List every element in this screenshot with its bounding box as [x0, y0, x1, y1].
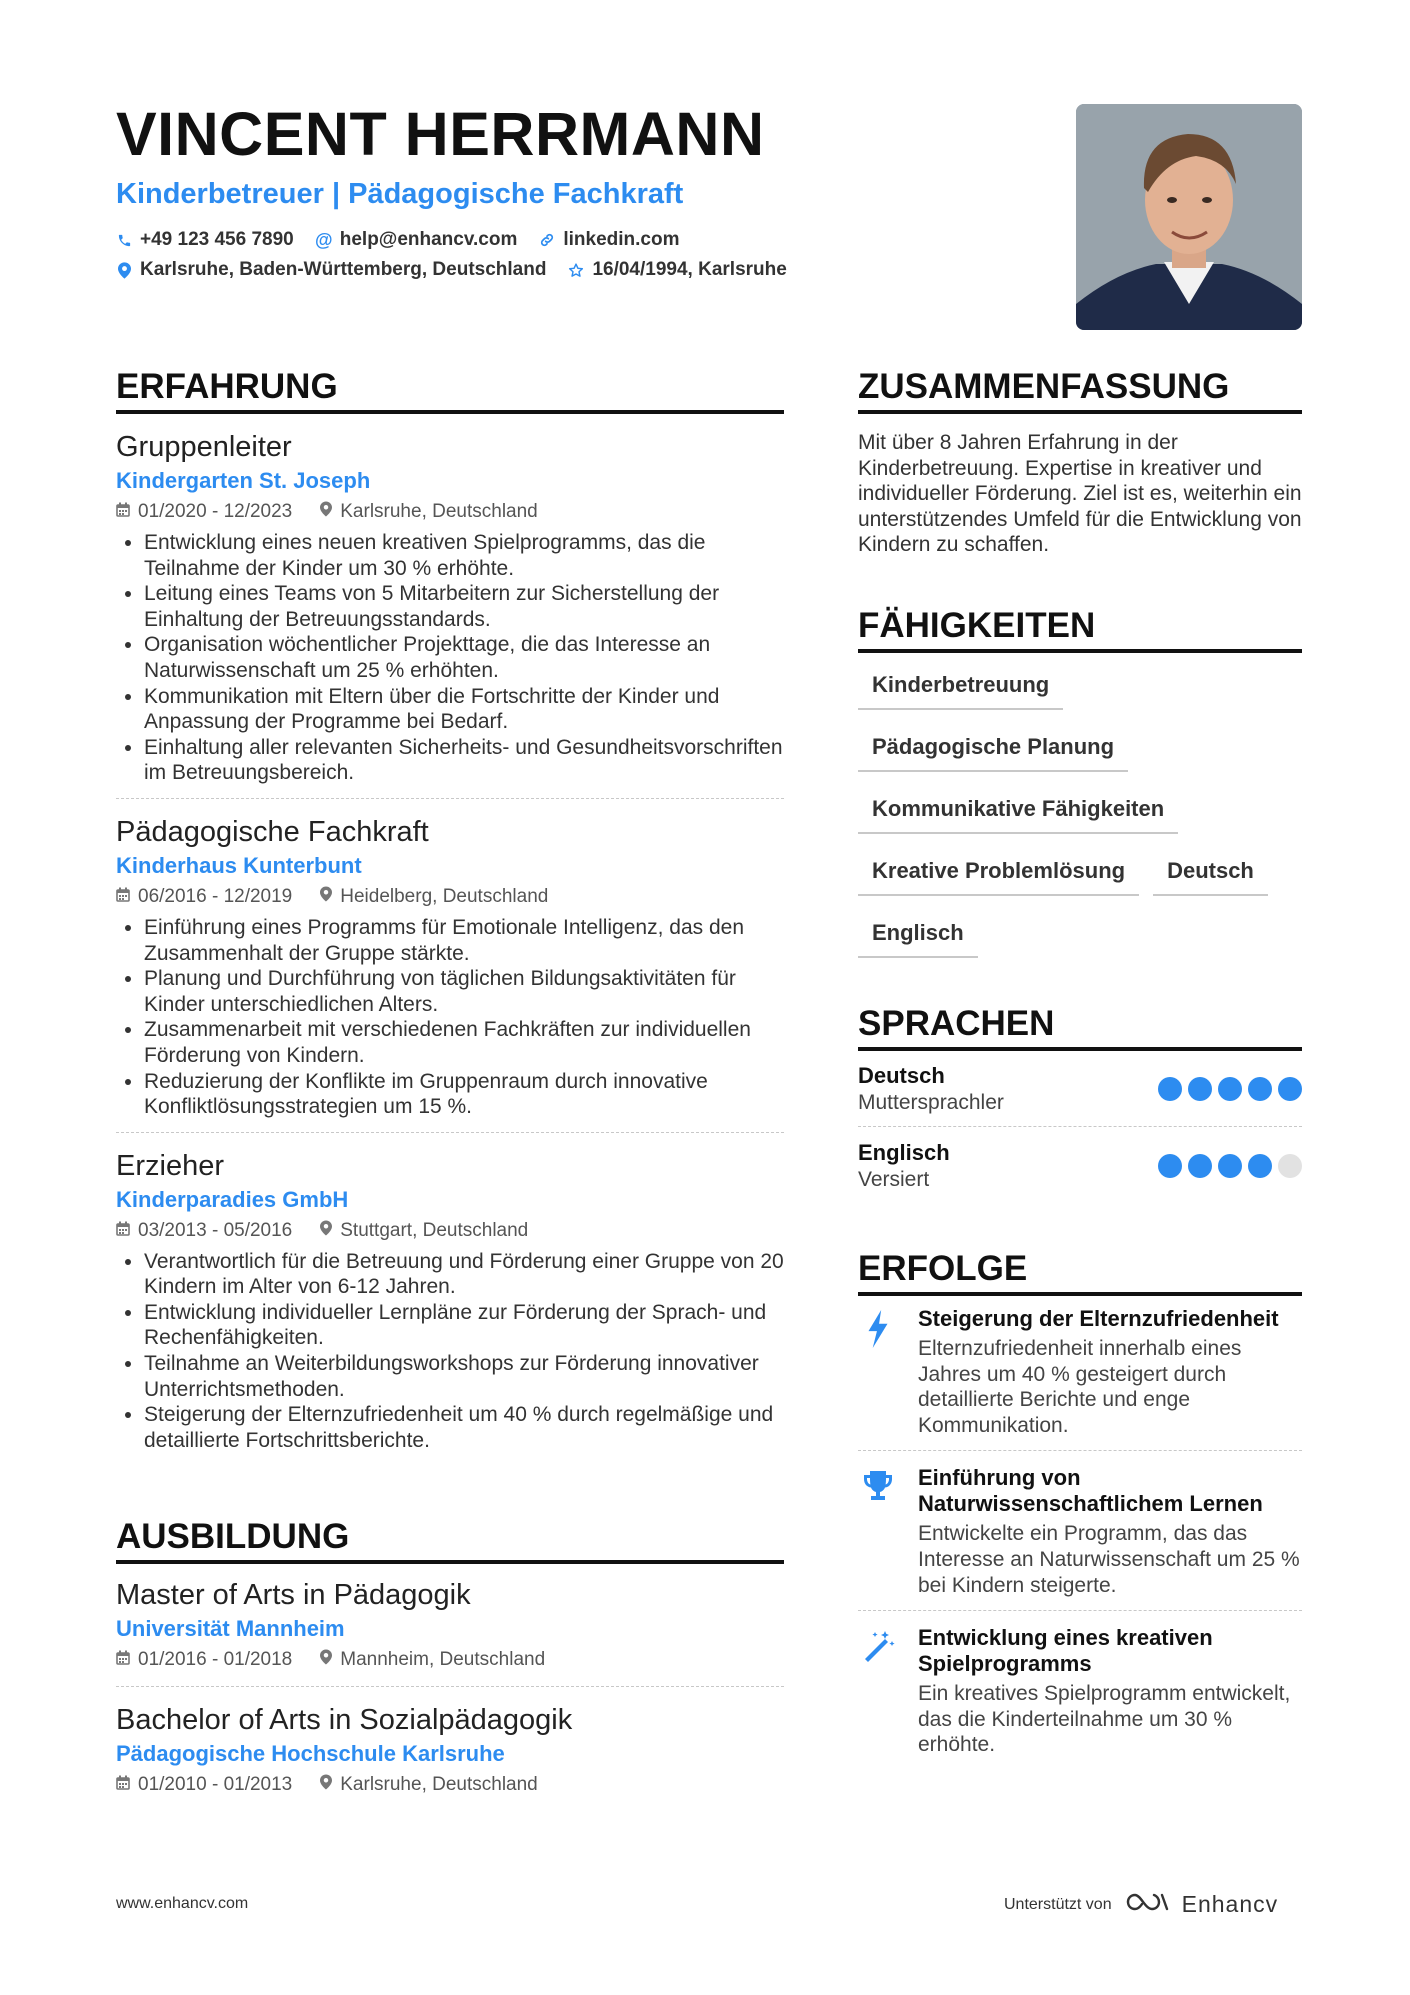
achievements-heading: ERFOLGE	[858, 1249, 1028, 1288]
location-pin-icon	[320, 1217, 332, 1245]
language-name: Deutsch	[858, 1063, 945, 1088]
job-meta	[116, 498, 784, 526]
rating-dot	[1158, 1077, 1182, 1101]
languages-rule	[858, 1047, 1302, 1051]
contact-row-1	[116, 226, 680, 254]
date-range	[116, 883, 292, 911]
date-text: 06/2016 - 12/2019	[138, 885, 293, 907]
education-entry	[116, 1701, 784, 1799]
job-title: Erzieher	[116, 1149, 224, 1182]
job-location	[320, 1217, 528, 1245]
date-range	[116, 1217, 292, 1245]
location-pin-icon	[320, 498, 332, 526]
bullet-item: • Leitung eines Teams von 5 Mitarbeitern zur Sicherstellung der Einhaltung der Betreuungsstandards.	[144, 581, 784, 632]
birth-text: 16/04/1994, Karlsruhe	[592, 259, 787, 280]
candidate-title: Kinderbetreuer | Pädagogische Fachkraft	[116, 178, 684, 210]
skill-tag: Kinderbetreuung	[858, 664, 1063, 710]
location-text: Stuttgart, Deutschland	[340, 1219, 529, 1241]
education-location	[320, 1646, 545, 1674]
bullet-item: • Entwicklung eines neuen kreativen Spielprogramms, das die Teilnahme der Kinder um 30 % erhöhte.	[144, 530, 784, 581]
achievement-desc: Entwickelte ein Programm, das das Interesse an Naturwissenschaft um 25 % bei Kindern steigerte.	[918, 1522, 1300, 1597]
lightning-icon	[858, 1306, 898, 1438]
calendar-icon	[116, 1771, 130, 1799]
birth-contact	[568, 256, 786, 284]
location-text: Karlsruhe, Baden-Württemberg, Deutschland	[140, 259, 547, 280]
divider	[116, 798, 784, 799]
phone-text: +49 123 456 7890	[140, 229, 294, 250]
at-icon: @	[314, 230, 333, 250]
phone-icon	[116, 231, 132, 249]
languages-list	[858, 1062, 1302, 1193]
education-rule	[116, 1560, 784, 1564]
achievement-title: Steigerung der Elternzufriedenheit	[918, 1306, 1279, 1331]
job-location	[320, 498, 538, 526]
skill-tag: Deutsch	[1153, 850, 1268, 896]
degree-title: Master of Arts in Pädagogik	[116, 1579, 471, 1611]
calendar-icon	[116, 883, 130, 911]
education-entry	[116, 1576, 784, 1674]
education-heading: AUSBILDUNG	[116, 1517, 350, 1556]
achievement-entry	[858, 1625, 1302, 1758]
achievements-list	[858, 1306, 1302, 1758]
job-title: Pädagogische Fachkraft	[116, 815, 429, 848]
rating-dot	[1248, 1077, 1272, 1101]
bullet-item: • Steigerung der Elternzufriedenheit um 40 % durch regelmäßige und detaillierte Fortschrittsberichte.	[144, 1402, 784, 1453]
location-text: Mannheim, Deutschland	[340, 1649, 546, 1670]
bullet-list	[116, 1249, 784, 1454]
skills-heading: FÄHIGKEITEN	[858, 606, 1096, 645]
skills-list	[858, 664, 1302, 958]
experience-heading: ERFAHRUNG	[116, 367, 338, 406]
language-rating	[1158, 1154, 1302, 1178]
divider	[858, 1126, 1302, 1127]
experience-entry	[116, 813, 784, 1120]
achievement-entry	[858, 1465, 1302, 1598]
location-text: Karlsruhe, Deutschland	[340, 1774, 538, 1795]
bullet-item: • Zusammenarbeit mit verschiedenen Fachkräften zur individuellen Förderung von Kindern.	[144, 1017, 784, 1068]
date-text: 03/2013 - 05/2016	[138, 1219, 293, 1241]
calendar-icon	[116, 498, 130, 526]
education-meta	[116, 1646, 784, 1674]
location-contact	[116, 256, 546, 284]
language-entry	[858, 1062, 1302, 1116]
email-contact[interactable]	[316, 226, 518, 254]
company-name: Kinderparadies GmbH	[116, 1186, 349, 1212]
achievement-desc: Ein kreatives Spielprogramm entwickelt, das die Kinderteilnahme um 30 % erhöhte.	[918, 1682, 1291, 1757]
location-pin-icon	[320, 1646, 332, 1674]
divider	[116, 1686, 784, 1687]
bullet-item: • Entwicklung individueller Lernpläne zur Förderung der Sprach- und Rechenfähigkeiten.	[144, 1300, 784, 1351]
school-name: Pädagogische Hochschule Karlsruhe	[116, 1741, 505, 1766]
rating-dot	[1158, 1154, 1182, 1178]
date-text: 01/2020 - 12/2023	[138, 501, 293, 522]
bullet-item: • Teilnahme an Weiterbildungsworkshops zur Förderung innovativer Unterrichtsmethoden.	[144, 1351, 784, 1402]
linkedin-contact[interactable]	[539, 226, 679, 254]
experience-list	[116, 428, 784, 1453]
rating-dot	[1188, 1077, 1212, 1101]
magic-wand-icon	[858, 1625, 898, 1758]
footer-branding	[1004, 1890, 1278, 1919]
linkedin-text: linkedin.com	[563, 229, 680, 250]
job-title: Gruppenleiter	[116, 431, 292, 463]
language-name: Englisch	[858, 1140, 950, 1165]
enhancv-logo-icon	[1124, 1890, 1170, 1919]
footer-powered-text: Unterstützt von	[1004, 1895, 1112, 1913]
profile-photo	[1076, 104, 1302, 330]
date-range	[116, 1771, 292, 1799]
contact-row-2	[116, 256, 787, 284]
education-meta	[116, 1771, 784, 1799]
bullet-item: • Reduzierung der Konflikte im Gruppenraum durch innovative Konfliktlösungsstrategien um 15 %.	[144, 1069, 784, 1120]
experience-entry	[116, 1147, 784, 1454]
education-list	[116, 1576, 784, 1799]
skill-tag: Kreative Problemlösung	[858, 850, 1139, 896]
achievements-rule	[858, 1292, 1302, 1296]
bullet-item: • Einführung eines Programms für Emotionale Intelligenz, das den Zusammenhalt der Gruppe stärkte.	[144, 915, 784, 966]
divider	[858, 1450, 1302, 1451]
education-location	[320, 1771, 538, 1799]
bullet-item: • Einhaltung aller relevanten Sicherheits- und Gesundheitsvorschriften im Betreuungsbereich.	[144, 735, 784, 786]
divider	[858, 1610, 1302, 1611]
phone-contact[interactable]	[116, 226, 294, 254]
company-name: Kindergarten St. Joseph	[116, 468, 371, 493]
rating-dot	[1278, 1077, 1302, 1101]
trophy-icon	[858, 1465, 898, 1598]
achievement-entry	[858, 1306, 1302, 1438]
rating-dot	[1188, 1154, 1212, 1178]
star-icon	[568, 261, 584, 279]
experience-rule	[116, 410, 784, 414]
company-name: Kinderhaus Kunterbunt	[116, 852, 362, 878]
language-level: Versiert	[858, 1168, 930, 1191]
date-text: 01/2016 - 01/2018	[138, 1649, 293, 1670]
job-meta	[116, 1217, 784, 1245]
rating-dot	[1248, 1154, 1272, 1178]
bullet-list	[116, 530, 784, 786]
location-pin-icon	[116, 261, 132, 279]
bullet-item: • Planung und Durchführung von täglichen Bildungsaktivitäten für Kinder unterschiedlichen Alters.	[144, 966, 784, 1017]
date-range	[116, 498, 292, 526]
summary-heading: ZUSAMMENFASSUNG	[858, 367, 1230, 406]
rating-dot	[1218, 1077, 1242, 1101]
rating-dot	[1278, 1154, 1302, 1178]
date-text: 01/2010 - 01/2013	[138, 1774, 293, 1795]
bullet-item: • Verantwortlich für die Betreuung und Förderung einer Gruppe von 20 Kindern im Alter von 6-12 Jahren.	[144, 1249, 784, 1300]
bullet-list	[116, 915, 784, 1120]
language-level: Muttersprachler	[858, 1091, 1004, 1114]
email-text: help@enhancv.com	[339, 229, 518, 250]
date-range	[116, 1646, 292, 1674]
experience-entry	[116, 428, 784, 786]
rating-dot	[1218, 1154, 1242, 1178]
footer-brand: Enhancv	[1181, 1891, 1279, 1917]
location-text: Heidelberg, Deutschland	[340, 885, 549, 907]
bullet-item: • Organisation wöchentlicher Projekttage, die das Interesse an Naturwissenschaft um 25 % erhöhten.	[144, 632, 784, 683]
divider	[116, 1132, 784, 1133]
location-pin-icon	[320, 883, 332, 911]
footer-site[interactable]: www.enhancv.com	[116, 1895, 249, 1912]
calendar-icon	[116, 1217, 130, 1245]
achievement-title: Einführung von Naturwissenschaftlichem Lernen	[918, 1465, 1263, 1517]
job-location	[320, 883, 548, 911]
degree-title: Bachelor of Arts in Sozialpädagogik	[116, 1704, 573, 1736]
calendar-icon	[116, 1646, 130, 1674]
achievement-title: Entwicklung eines kreativen Spielprogramms	[918, 1625, 1213, 1677]
location-text: Karlsruhe, Deutschland	[340, 501, 538, 522]
skill-tag: Pädagogische Planung	[858, 726, 1128, 772]
skills-rule	[858, 649, 1302, 653]
language-entry	[858, 1139, 1302, 1193]
school-name: Universität Mannheim	[116, 1616, 345, 1641]
job-meta	[116, 883, 784, 911]
skill-tag: Kommunikative Fähigkeiten	[858, 788, 1178, 834]
bullet-item: • Kommunikation mit Eltern über die Fortschritte der Kinder und Anpassung der Programme bei Bedarf.	[144, 684, 784, 735]
summary-rule	[858, 410, 1302, 414]
skill-tag: Englisch	[858, 912, 978, 958]
achievement-desc: Elternzufriedenheit innerhalb eines Jahres um 40 % gesteigert durch detaillierte Berichte und enge Kommunikation.	[918, 1337, 1242, 1437]
candidate-name: VINCENT HERRMANN	[116, 100, 765, 168]
link-icon	[539, 231, 555, 249]
language-rating	[1158, 1077, 1302, 1101]
location-pin-icon	[320, 1771, 332, 1799]
languages-heading: SPRACHEN	[858, 1004, 1055, 1043]
summary-text: Mit über 8 Jahren Erfahrung in der Kinderbetreuung. Expertise in kreativer und individueller Förderung. Ziel ist es, weiterhin ein unterstützendes Umfeld für die Entwicklung von Kindern zu schaffen.	[858, 431, 1302, 557]
